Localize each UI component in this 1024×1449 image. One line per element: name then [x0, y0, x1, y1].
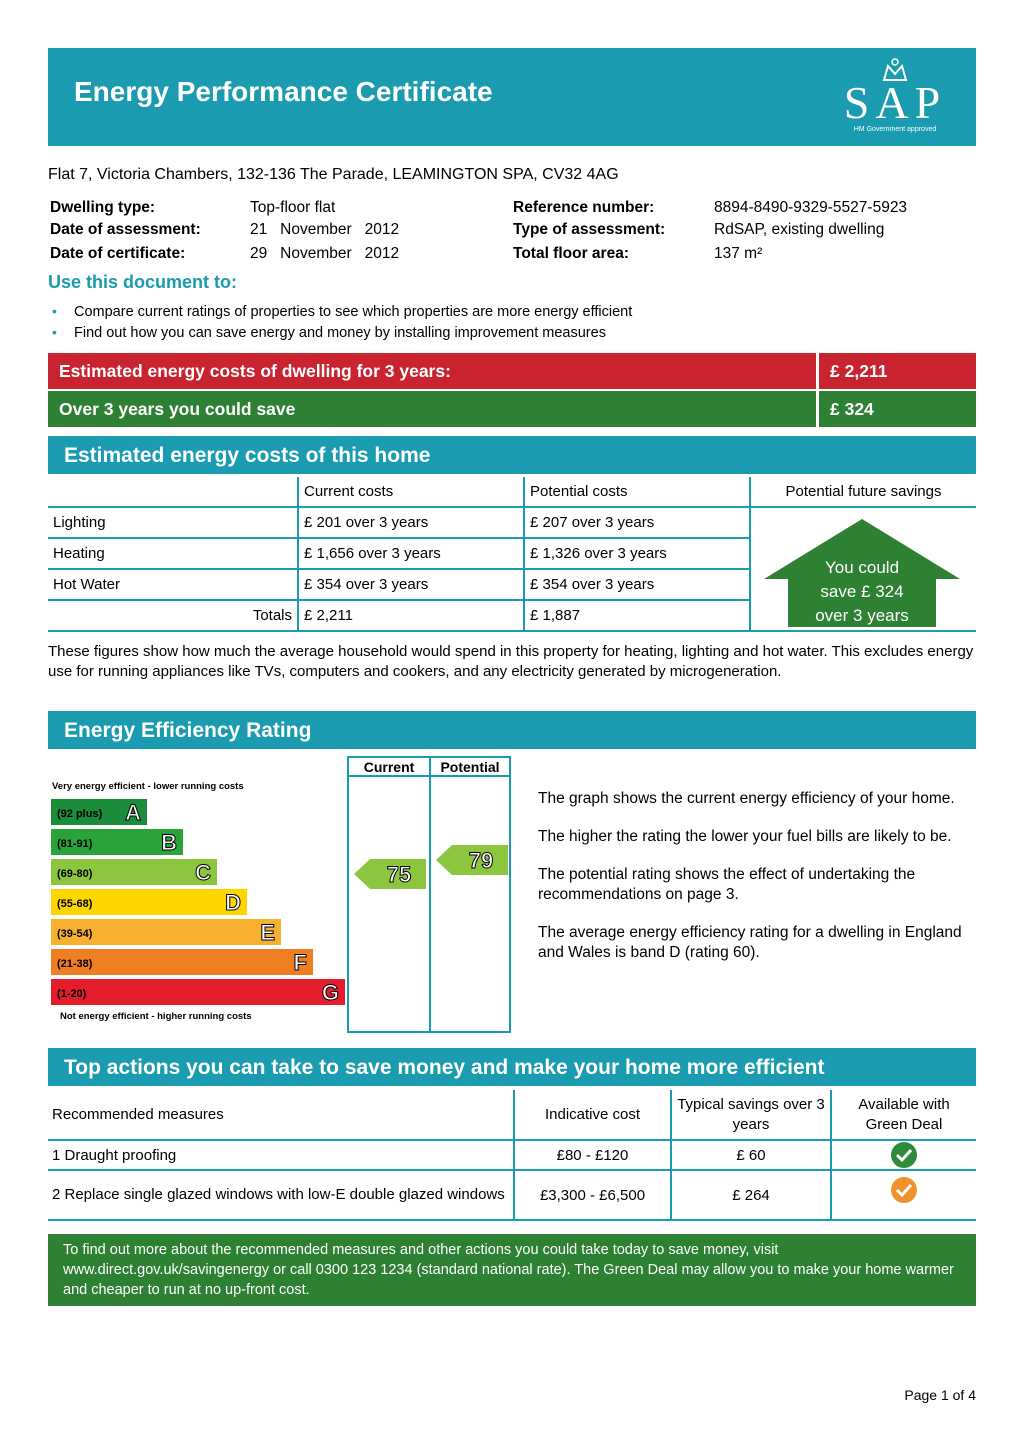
- row-label: Lighting: [48, 507, 298, 538]
- table-header-row: [48, 1090, 976, 1140]
- bullet-text: Compare current ratings of properties to see which properties are more energy efficient: [74, 304, 633, 320]
- band-letter: B: [161, 830, 177, 855]
- property-address: Flat 7, Victoria Chambers, 132-136 The Parade, LEAMINGTON SPA, CV32 4AG: [48, 166, 619, 183]
- band-letter: E: [260, 920, 275, 945]
- dwelling-type-label: Dwelling type:: [50, 199, 156, 216]
- column-header: Current costs: [298, 477, 524, 507]
- potential-cost: £ 207 over 3 years: [524, 507, 750, 538]
- list-item: [52, 303, 632, 320]
- section-title: Estimated energy costs of this home: [64, 444, 431, 467]
- more-info-text: To find out more about the recommended measures and other actions you could take today to save money, visit www.direct.gov.uk/savingenergy or call 0300 123 1234 (standard national rate). The Green Deal may allow you to make your home warmer and cheaper to run at no up-front cost.: [63, 1242, 954, 1298]
- list-item: [52, 324, 606, 341]
- estimated-costs-value: £ 2,211: [830, 361, 888, 381]
- column-header: Available with Green Deal: [831, 1090, 976, 1140]
- savings-text-line1: You could: [824, 558, 900, 577]
- divider: [816, 353, 819, 389]
- table-row: [48, 1140, 976, 1170]
- current-cost: £ 1,656 over 3 years: [298, 538, 524, 569]
- floor-area-value: 137 m²: [714, 245, 763, 262]
- column-header: Potential future savings: [750, 477, 976, 507]
- current-cost: £ 354 over 3 years: [298, 569, 524, 600]
- check-icon: [890, 1141, 918, 1169]
- measure-saving: £ 264: [671, 1170, 831, 1220]
- floor-area-label: Total floor area:: [513, 245, 629, 262]
- estimated-costs-label: Estimated energy costs of dwelling for 3 years:: [59, 361, 451, 381]
- column-header: Potential costs: [524, 477, 750, 507]
- type-assessment-label: Type of assessment:: [513, 221, 666, 238]
- column-header-potential: Potential: [440, 759, 500, 775]
- measure-cost: £3,300 - £6,500: [514, 1170, 671, 1220]
- section-title: Energy Efficiency Rating: [64, 719, 312, 742]
- table-row: [48, 1170, 976, 1220]
- band-letter: F: [293, 950, 307, 975]
- potential-rating-marker-value: 79: [468, 848, 494, 873]
- green-deal-status: [831, 1170, 976, 1220]
- costs-explanation: These figures show how much the average household would spend in this property for heating, lighting and hot water. This excludes energy use for running appliances like TVs, computers and cookers, and any electricity generated by microgeneration.: [48, 643, 974, 680]
- totals-label: Totals: [48, 600, 298, 631]
- section-title: Top actions you can take to save money and make your home more efficient: [64, 1056, 825, 1079]
- current-rating-marker-value: 75: [386, 862, 412, 887]
- chart-bottom-note: Not energy efficient - higher running costs: [60, 1011, 252, 1022]
- energy-rating-chart: [48, 752, 513, 1034]
- measure-name: 2 Replace single glazed windows with low-E double glazed windows: [48, 1170, 514, 1220]
- efficiency-section-header: [48, 711, 976, 749]
- estimated-costs-bar: [48, 353, 976, 389]
- page-number: Page 1 of 4: [904, 1387, 976, 1403]
- potential-cost: £ 354 over 3 years: [524, 569, 750, 600]
- band-range-label: (1-20): [57, 988, 87, 1000]
- costs-section-header: [48, 436, 976, 474]
- measure-cost: £80 - £120: [514, 1140, 671, 1170]
- column-header: Indicative cost: [514, 1090, 671, 1140]
- savings-house-graphic: [762, 517, 962, 627]
- band-range-label: (39-54): [57, 928, 93, 940]
- chart-top-note: Very energy efficient - lower running costs: [52, 781, 244, 792]
- sap-logo-subtext: HM Government approved: [853, 126, 937, 133]
- band-letter: C: [195, 860, 211, 885]
- current-cost: £ 201 over 3 years: [298, 507, 524, 538]
- rating-band-g: [51, 979, 345, 1005]
- savings-value: £ 324: [830, 399, 874, 419]
- rating-paragraph: The higher the rating the lower your fuel bills are likely to be.: [538, 828, 952, 845]
- row-label: Heating: [48, 538, 298, 569]
- band-range-label: (69-80): [57, 868, 93, 880]
- table-cell: [48, 477, 298, 507]
- more-info-box: [48, 1234, 976, 1306]
- reference-value: 8894-8490-9329-5527-5923: [714, 199, 908, 216]
- date-assessment-label: Date of assessment:: [50, 221, 201, 238]
- type-assessment-value: RdSAP, existing dwelling: [714, 221, 885, 238]
- green-deal-status: [831, 1140, 976, 1170]
- bullet-icon: •: [52, 303, 57, 319]
- check-icon: [890, 1176, 918, 1204]
- dwelling-type-value: Top-floor flat: [250, 199, 336, 216]
- band-range-label: (81-91): [57, 838, 93, 850]
- savings-text-line3: over 3 years: [815, 606, 909, 625]
- savings-bar: [48, 391, 976, 427]
- divider: [816, 391, 819, 427]
- band-range-label: (55-68): [57, 898, 93, 910]
- actions-table: [48, 1090, 976, 1221]
- totals-potential: £ 1,887: [524, 600, 750, 631]
- savings-label: Over 3 years you could save: [59, 399, 296, 419]
- rating-paragraph: The potential rating shows the effect of undertaking the recommendations on page 3.: [538, 866, 916, 903]
- measure-name: 1 Draught proofing: [48, 1140, 514, 1170]
- rating-explanation: [538, 789, 978, 981]
- band-letter: A: [125, 800, 141, 825]
- date-certificate-value: 29 November 2012: [250, 245, 400, 262]
- band-range-label: (21-38): [57, 958, 93, 970]
- use-document-title: Use this document to:: [48, 272, 238, 292]
- rating-paragraph: The average energy efficiency rating for a dwelling in England and Wales is band D (rating 60).: [538, 924, 962, 961]
- column-header: Recommended measures: [48, 1090, 514, 1140]
- band-range-label: (92 plus): [57, 808, 103, 820]
- date-certificate-label: Date of certificate:: [50, 245, 186, 262]
- rating-paragraph: The graph shows the current energy efficiency of your home.: [538, 790, 955, 807]
- sap-logo: [836, 56, 954, 138]
- column-header: Typical savings over 3 years: [671, 1090, 831, 1140]
- reference-label: Reference number:: [513, 199, 655, 216]
- date-assessment-value: 21 November 2012: [250, 221, 400, 238]
- band-letter: G: [321, 980, 339, 1005]
- column-header-current: Current: [363, 759, 415, 775]
- potential-cost: £ 1,326 over 3 years: [524, 538, 750, 569]
- sap-logo-text: SAP: [843, 77, 947, 128]
- table-header-row: [48, 477, 976, 507]
- row-label: Hot Water: [48, 569, 298, 600]
- rating-bands: [51, 799, 345, 1005]
- bullet-icon: •: [52, 324, 57, 340]
- certificate-title: Energy Performance Certificate: [74, 76, 493, 107]
- bullet-text: Find out how you can save energy and money by installing improvement measures: [74, 325, 606, 341]
- actions-section-header: [48, 1048, 976, 1086]
- savings-text-line2: save £ 324: [820, 582, 904, 601]
- rating-chart-svg: [48, 752, 513, 1034]
- certificate-header: [48, 48, 976, 146]
- band-letter: D: [225, 890, 241, 915]
- totals-current: £ 2,211: [298, 600, 524, 631]
- measure-saving: £ 60: [671, 1140, 831, 1170]
